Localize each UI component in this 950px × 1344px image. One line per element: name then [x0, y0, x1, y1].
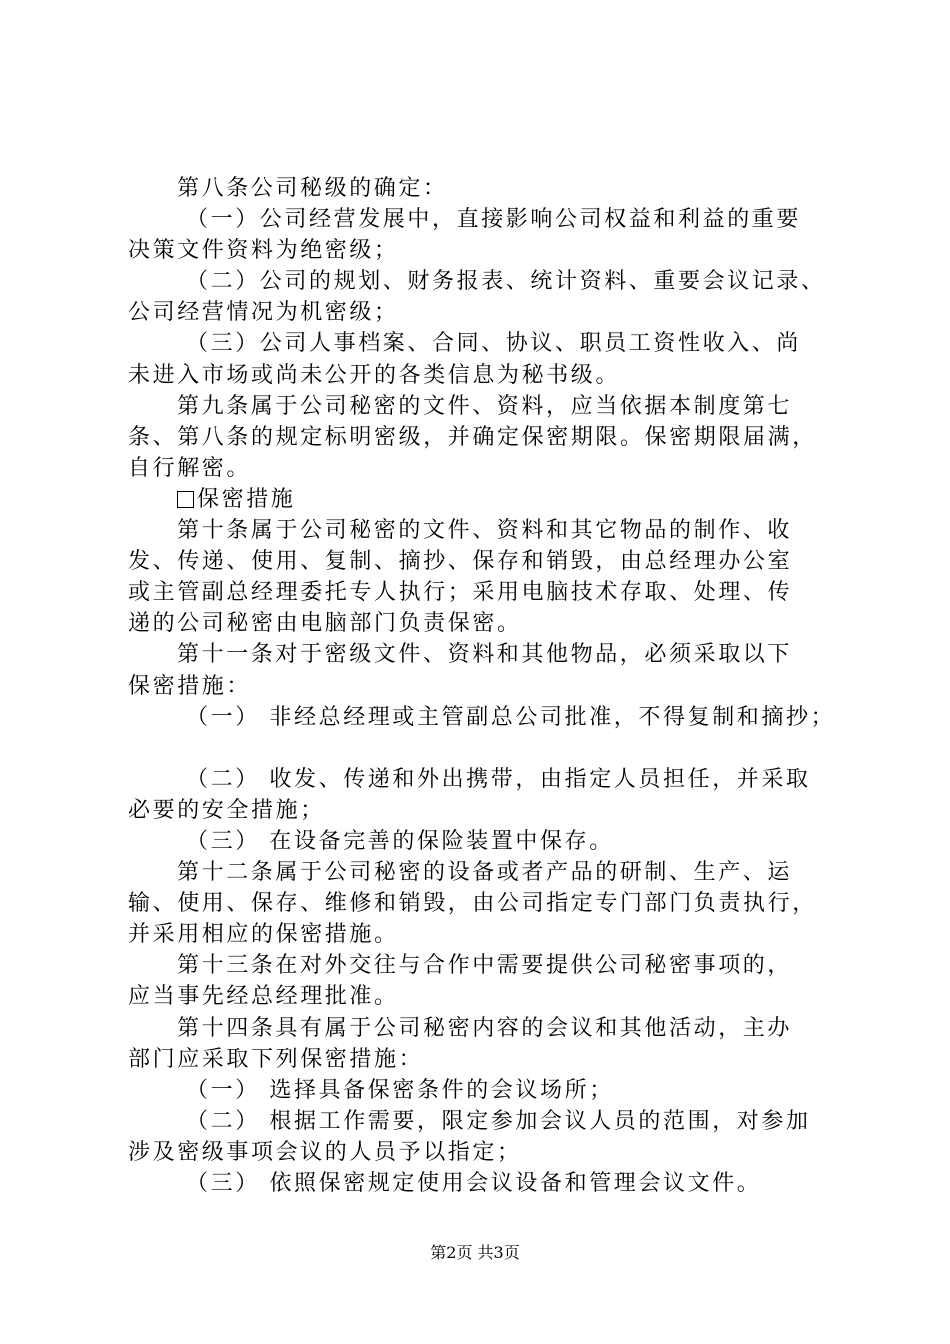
- article-13: 第十三条在对外交往与合作中需要提供公司秘密事项的，: [177, 953, 793, 979]
- article-14-item-2: （二） 根据工作需要，限定参加会议人员的范围，对参加: [186, 1108, 811, 1134]
- section-heading-text: 保密措施: [197, 486, 296, 512]
- article-14-item-1: （一） 选择具备保密条件的会议场所；: [186, 1077, 614, 1103]
- article-9-cont-1: 条、第八条的规定标明密级，并确定保密期限。保密期限届满，: [128, 424, 817, 450]
- article-9: 第九条属于公司秘密的文件、资料，应当依据本制度第七: [177, 393, 793, 419]
- article-10-cont-3: 递的公司秘密由电脑部门负责保密。: [128, 611, 522, 637]
- article-9-cont-2: 自行解密。: [128, 455, 252, 481]
- article-10-cont-2: 或主管副总经理委托专人执行；采用电脑技术存取、处理、传: [128, 580, 793, 606]
- article-14: 第十四条具有属于公司秘密内容的会议和其他活动，主办: [177, 1015, 793, 1041]
- section-heading: [128, 484, 838, 515]
- article-14-item-2-cont: 涉及密级事项会议的人员予以指定；: [128, 1139, 522, 1165]
- article-10: 第十条属于公司秘密的文件、资料和其它物品的制作、收: [177, 518, 793, 544]
- article-11: 第十一条对于密级文件、资料和其他物品，必须采取以下: [177, 642, 793, 668]
- document-body: [128, 173, 838, 1199]
- blank-line: [128, 733, 838, 764]
- article-12-cont-2: 并采用相应的保密措施。: [128, 922, 399, 948]
- article-11-item-2-cont: 必要的安全措施；: [128, 797, 325, 823]
- article-13-cont: 应当事先经总经理批准。: [128, 984, 399, 1010]
- article-8-item-2-cont: 公司经营情况为机密级；: [128, 300, 399, 326]
- article-11-cont: 保密措施：: [128, 673, 252, 699]
- article-11-item-3: （三） 在设备完善的保险装置中保存。: [186, 828, 614, 854]
- article-8-item-3-cont: 未进入市场或尚未公开的各类信息为秘书级。: [128, 362, 621, 388]
- article-10-cont-1: 发、传递、使用、复制、摘抄、保存和销毁，由总经理办公室: [128, 549, 793, 575]
- article-11-item-2: （二） 收发、传递和外出携带，由指定人员担任，并采取: [186, 766, 811, 792]
- article-8-item-1-cont: 决策文件资料为绝密级；: [128, 238, 399, 264]
- article-14-item-3: （三） 依照保密规定使用会议设备和管理会议文件。: [186, 1171, 762, 1196]
- article-12-cont-1: 输、使用、保存、维修和销毁，由公司指定专门部门负责执行，: [128, 891, 817, 917]
- checkbox-icon: [177, 491, 194, 508]
- article-8-item-2: （二）公司的规划、财务报表、统计资料、重要会议记录、: [186, 269, 826, 295]
- article-14-cont: 部门应采取下列保密措施：: [128, 1046, 424, 1072]
- article-8-heading: 第八条公司秘级的确定：: [177, 176, 448, 201]
- article-12: 第十二条属于公司秘密的设备或者产品的研制、生产、运: [177, 860, 793, 886]
- article-8-item-1: （一）公司经营发展中，直接影响公司权益和利益的重要: [186, 207, 802, 233]
- article-11-item-1: （一） 非经总经理或主管副总公司批准，不得复制和摘抄；: [186, 704, 836, 730]
- page-footer: 第2页 共3页: [430, 1243, 520, 1262]
- article-8-item-3: （三）公司人事档案、合同、协议、职员工资性收入、尚: [186, 331, 802, 357]
